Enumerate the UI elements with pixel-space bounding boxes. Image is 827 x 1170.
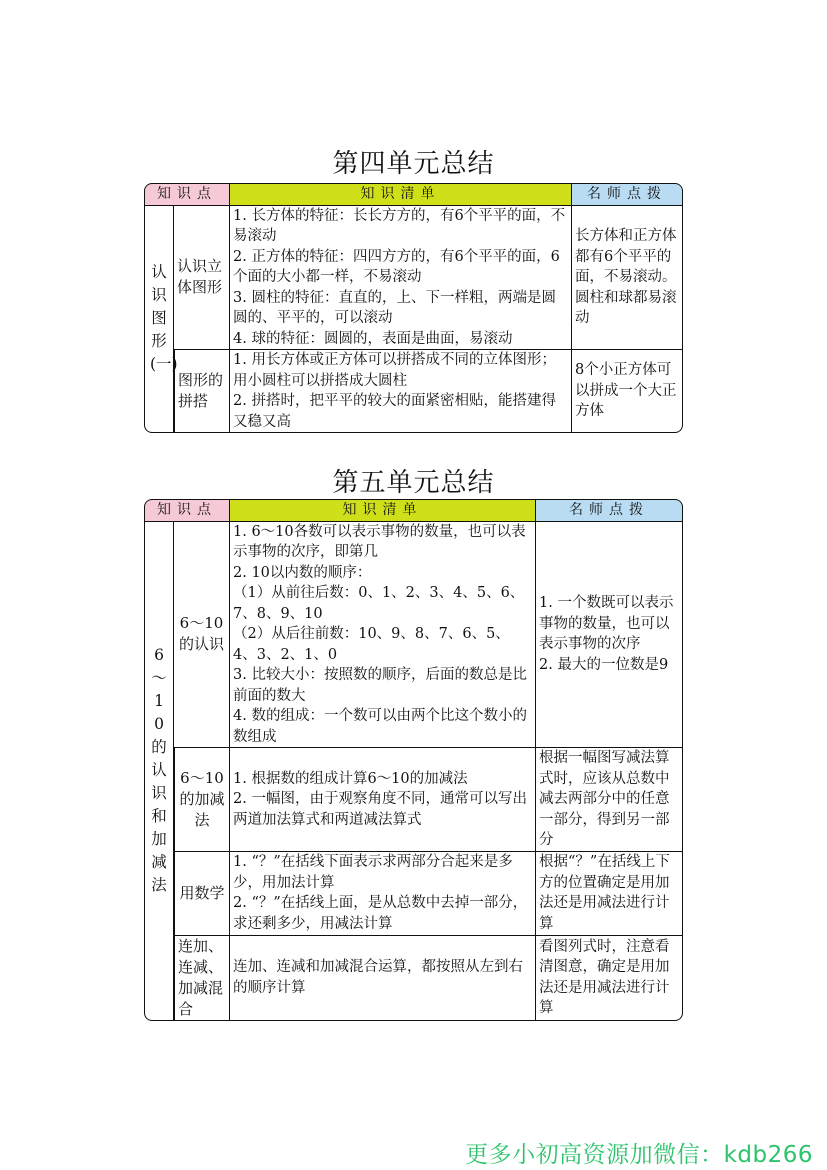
tip-cell [536,748,683,852]
tip-text: 根据“？”在括线上下方的位置确定是用加法还是用减法进行计算 [539,854,670,932]
table-row [144,522,683,749]
tip-cell [536,936,683,1021]
header-knowledge-point: 知识点 [144,183,230,206]
header-teacher-tips: 名师点拨 [572,183,683,206]
tip-text: 8个小正方体可以拼成一个大正方体 [575,362,677,420]
topic-cell: 图形的拼搭 [174,350,230,433]
table-row [144,852,683,936]
unit4-header-row [144,183,683,206]
topic-cell: 用数学 [174,852,230,936]
unit5-header-row [144,499,683,522]
group-label [144,522,174,1021]
content-text: 1. “？”在括线下面表示求两部分合起来是多少，用加法计算 2. “？”在括线上面，是从总数中去掉一部分，求还剩多少，用减法计算 [233,854,528,932]
header-knowledge-list: 知识清单 [230,499,536,522]
table-row [144,748,683,852]
tip-cell [572,350,683,433]
topic-cell: 连加、连减、加减混合 [174,936,230,1021]
topic-cell: 认识立体图形 [174,206,230,351]
header-knowledge-point: 知识点 [144,499,230,522]
tip-cell [536,522,683,749]
content-cell [230,852,536,936]
tip-cell [536,852,683,936]
unit4-table [144,183,683,433]
unit5-table [144,499,683,1021]
group-label-text: 认识图形(一) [150,263,178,374]
unit4-title: 第四单元总结 [332,149,495,179]
table-row [144,206,683,351]
content-text: 1. 长方体的特征：长长方方的，有6个平平的面，不易滚动 2. 正方体的特征：四四方方的，有6个平平的面，6个面的大小都一样，不易滚动 3. 圆柱的特征：直直的，上、下一样粗，两端是圆圆的、平平的，可以滚动 4. 球的特征：圆圆的，表面是曲面，易滚动 [233,207,566,347]
content-cell [230,936,536,1021]
content-text: 1. 6～10各数可以表示事物的数量，也可以表示事物的次序，即第几 2. 10以内数的顺序： （1）从前往后数：0、1、2、3、4、5、6、7、8、9、10 （2）从后往前数：10、9、8、7、6、5、4、3、2、1、0 3. 比较大小：按照数的顺序，后面的数总是比前面的数大 4. 数的组成：一个数可以由两个比这个数小的数组成 [233,523,527,745]
table-row [144,350,683,433]
group-label [144,206,178,434]
content-text: 1. 用长方体或正方体可以拼搭成不同的立体图形；用小圆柱可以拼搭成大圆柱 2. 拼搭时，把平平的较大的面紧密相贴，能搭建得又稳又高 [233,352,556,430]
topic-cell: 6～10的认识 [174,522,230,749]
header-teacher-tips: 名师点拨 [536,499,683,522]
tip-text: 根据一幅图写减法算式时，应该从总数中减去两部分中的任意一部分，得到另一部分 [539,750,670,848]
group-label-text: 6～10的认识和加减法 [151,646,167,894]
content-text: 1. 根据数的组成计算6～10的加减法 2. 一幅图，由于观察角度不同，通常可以写出两道加法算式和两道减法算式 [233,770,527,828]
topic-cell: 6～10的加减法 [174,748,230,852]
tip-cell [572,206,683,351]
unit5-title: 第五单元总结 [332,468,495,498]
content-text: 连加、连减和加减混合运算，都按照从左到右的顺序计算 [233,959,523,996]
tip-text: 1. 一个数既可以表示事物的数量，也可以表示事物的次序 2. 最大的一位数是9 [539,595,674,673]
footer-watermark: 更多小初高资源加微信：kdb266 [465,1142,813,1168]
content-cell [230,748,536,852]
header-knowledge-list: 知识清单 [230,183,572,206]
table-row [144,936,683,1021]
tip-text: 长方体和正方体都有6个平平的面，不易滚动。圆柱和球都易滚动 [575,228,677,326]
content-cell [230,350,572,433]
content-cell [230,522,536,749]
content-cell [230,206,572,351]
tip-text: 看图列式时，注意看清图意，确定是用加法还是用减法进行计算 [539,938,670,1016]
